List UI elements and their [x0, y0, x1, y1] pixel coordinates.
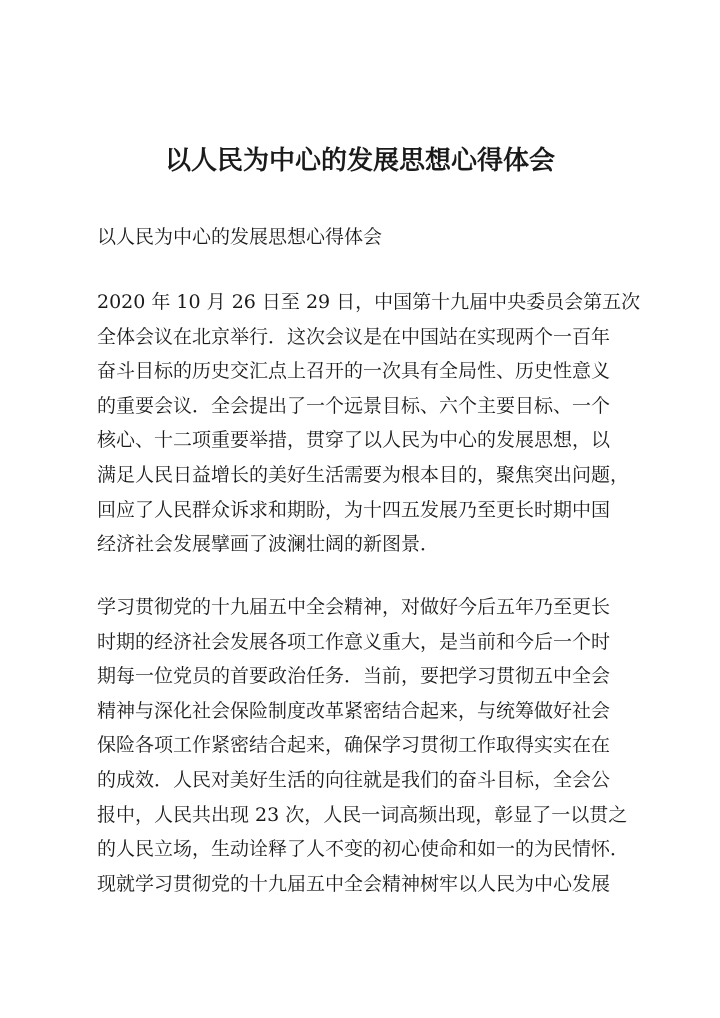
document-title: 以人民为中心的发展思想心得体会 — [164, 146, 555, 176]
paragraph-line: 全体会议在北京举行．这次会议是在中国站在实现两个一百年 — [97, 325, 611, 348]
paragraph-line: 的成效．人民对美好生活的向往就是我们的奋斗目标，全会公 — [97, 768, 611, 791]
paragraph-line: 现就学习贯彻党的十九届五中全会精神树牢以人民为中心发展 — [97, 872, 611, 895]
paragraph-line: 时期的经济社会发展各项工作意义重大，是当前和今后一个时 — [97, 630, 611, 653]
paragraph-line: 的人民立场，生动诠释了人不变的初心使命和如一的为民情怀． — [97, 838, 630, 861]
paragraph-line: 奋斗目标的历史交汇点上召开的一次具有全局性、历史性意义 — [97, 360, 611, 383]
paragraph-line: 2020 年 10 月 26 日至 29 日，中国第十九届中央委员会第五次 — [97, 291, 641, 313]
paragraph-line: 经济社会发展擘画了波澜壮阔的新图景． — [97, 533, 440, 556]
paragraph-line: 期每一位党员的首要政治任务．当前，要把学习贯彻五中全会 — [97, 665, 611, 688]
paragraph-line: 报中，人民共出现 23 次，人民一词高频出现，彰显了一以贯之 — [97, 803, 628, 826]
paragraph-line: 回应了人民群众诉求和期盼，为十四五发展乃至更长时期中国 — [97, 498, 611, 521]
document-subtitle: 以人民为中心的发展思想心得体会 — [97, 226, 383, 248]
paragraph-line: 学习贯彻党的十九届五中全会精神，对做好今后五年乃至更长 — [97, 596, 611, 618]
paragraph-line: 的重要会议．全会提出了一个远景目标、六个主要目标、一个 — [97, 394, 611, 417]
paragraph-line: 精神与深化社会保险制度改革紧密结合起来，与统筹做好社会 — [97, 699, 611, 722]
paragraph-2 — [97, 590, 637, 901]
paragraph-line: 保险各项工作紧密结合起来，确保学习贯彻工作取得实实在在 — [97, 734, 611, 757]
paragraph-1 — [97, 285, 641, 562]
paragraph-line: 核心、十二项重要举措，贯穿了以人民为中心的发展思想，以 — [97, 429, 611, 452]
paragraph-line: 满足人民日益增长的美好生活需要为根本目的，聚焦突出问题， — [97, 463, 630, 486]
